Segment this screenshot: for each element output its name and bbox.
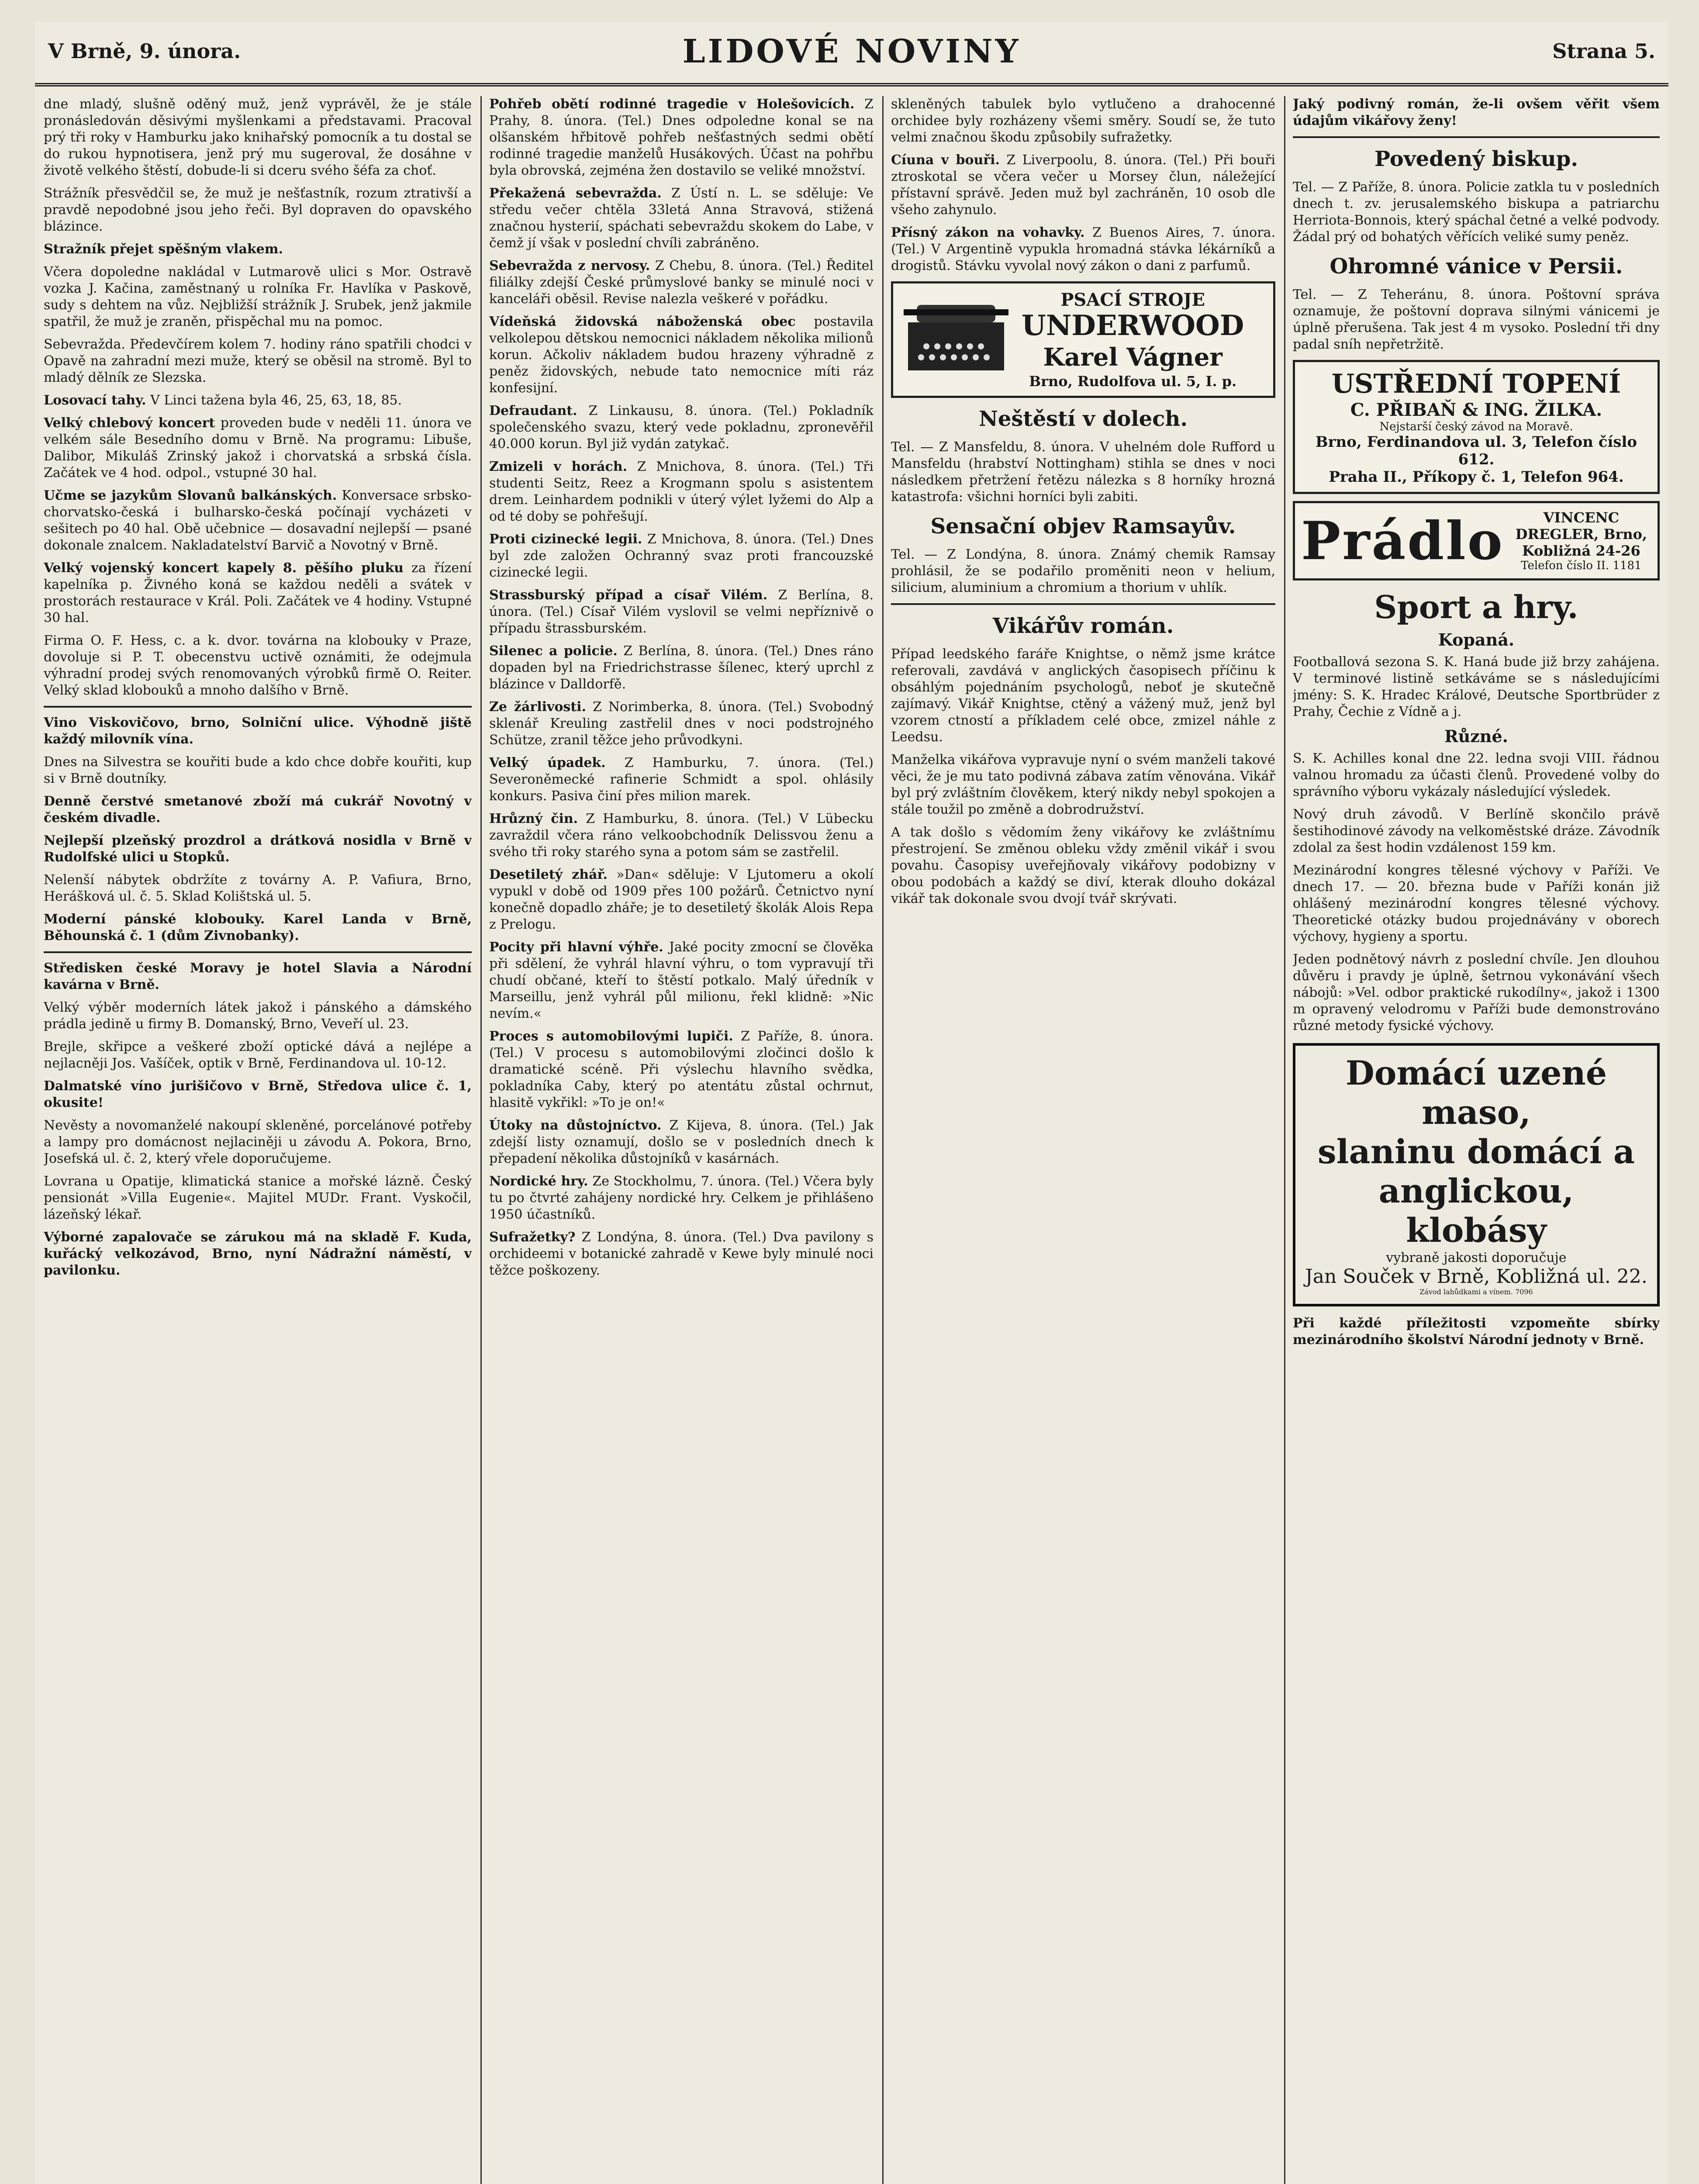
article-text: Z Berlína, 8. února. (Tel.) Císař Vilém vyslovil se velmi nepříznivě o případu štrassburském.: [489, 587, 874, 636]
article-heading: Proti cizinecké legii.: [489, 532, 642, 547]
underwood-ad: [891, 281, 1275, 398]
ad-line: anglickou, klobásy: [1378, 1171, 1574, 1250]
article-text: Z Norimberka, 8. února. (Tel.) Svobodný sklenář Kreuling zastřelil dnes v noci podstrojného Schütze, zranil těžce jeho průvodkyni.: [489, 699, 874, 748]
article-text: Z Mnichova, 8. února. (Tel.) Tři studenti Seitz, Reez a Krogmann spolu s asistentem drem. Leinhardem podnikli v úterý výlet lyžemi do Alp a od té doby se pohřešují.: [489, 459, 874, 524]
article-text: Manželka vikářova vypravuje nyní o svém manželi takové věci, že je mu tato podivná zábava zatím věnována. Vikář byl prý zvláštním člověkem, který nikdy nebyl spokojen a stále toužil po změně a dobrodružství.: [891, 752, 1275, 817]
article-heading: Pohřeb obětí rodinné tragedie v Holešovicích.: [489, 97, 855, 112]
article-heading: Cíuna v bouři.: [891, 152, 1000, 168]
article-text: Jaké pocity zmocní se člověka při sdělení, že vyhrál hlavní výhru, o tom vypravují tři chudí občané, kteří to štěstí potkalo. Malý úředník v Marseillu, jenž vyhrál půl milionu, řekl klidně: »Nic nevím.«: [489, 940, 874, 1021]
article-heading: Útoky na důstojníctvo.: [489, 1118, 662, 1133]
article-text: S. K. Achilles konal dne 22. ledna svoji VIII. řádnou valnou hromadu za účasti členů. Provedené volby do správního výboru vykázaly následující výsledek.: [1293, 751, 1660, 799]
article-heading: Hrůzný čin.: [489, 811, 578, 826]
typewriter-icon: [899, 296, 1013, 384]
article-text: A tak došlo s vědomím ženy vikářovy ke zvláštnímu přestrojení. Se změnou obleku vždy změnil vikář i svou povahu. Časopisy uveřejňovaly vikářovy podobizny v obou podobách a každý se diví, kterak dlouho dokázal vikář tak dokonale svou dvojí tvář skrývati.: [891, 825, 1275, 906]
page-header: [35, 22, 1668, 86]
heating-ad: [1293, 360, 1660, 494]
ad-title: USTŘEDNÍ TOPENÍ: [1331, 369, 1621, 399]
classified-ad: Velký výběr moderních látek jakož i pánského a dámského prádla jedině u firmy B. Domanský, Brno, Veveří ul. 23.: [44, 1000, 472, 1032]
article-heading: Učme se jazykům Slovanů balkánských.: [44, 488, 337, 503]
article-title: Povedený biskup.: [1374, 147, 1578, 171]
article-heading: Strassburský případ a císař Vilém.: [489, 587, 768, 603]
article-heading: Stražník přejet spěšným vlakem.: [44, 242, 283, 257]
article-heading: Proces s automobilovými lupiči.: [489, 1029, 733, 1044]
article-heading: Velký vojenský koncert kapely 8. pěšího pluku: [44, 560, 404, 576]
article-title: Neštěstí v dolech.: [978, 407, 1188, 431]
article-title: Vikářův román.: [992, 614, 1174, 638]
ad-dealer: Karel Vágner: [1043, 343, 1222, 372]
article-heading: Silenec a policie.: [489, 643, 618, 659]
newspaper-page: [35, 22, 1668, 2184]
ad-line: VINCENC DREGLER, Brno, Kobližná 24-26: [1515, 509, 1647, 559]
classified-ad: Vino Viskovičovo, brno, Solniční ulice. Výhodně jiště každý milovník vína.: [44, 715, 472, 747]
article-text: Z Ústí n. L. se sděluje: Ve středu večer chtěla 33letá Anna Stravová, stižená značnou hysterií, spáchati sebevraždu skokem do Labe, v čemž jí však v poslední chvíli zabráněno.: [489, 186, 874, 251]
ad-line: Domácí uzené maso,: [1345, 1054, 1607, 1132]
article-heading: Pocity při hlavní výhře.: [489, 940, 663, 955]
article-text: Z Londýna, 8. února. (Tel.) Dva pavilony s orchideemi v botanické zahradě v Kewe byly minulé noci těžce poškozeny.: [489, 1230, 874, 1278]
classified-ad: Dalmatské víno jurišičovo v Brně, Středova ulice č. 1, okusite!: [44, 1078, 472, 1110]
ad-subtitle: Nejstarší český závod na Moravě.: [1379, 420, 1573, 433]
masthead-title: LIDOVÉ NOVINY: [682, 33, 1021, 70]
article-text: skleněných tabulek bylo vytlučeno a drahocenné orchidee byly rozházeny všemi směry. Soudí se, že tuto velmi značnou škodu způsobily sufražetky.: [891, 97, 1275, 145]
article-heading: Sebevražda z nervosy.: [489, 258, 650, 273]
article-heading: Překažená sebevražda.: [489, 186, 662, 201]
article-text: Tel. — Z Mansfeldu, 8. února. V uhelném dole Rufford u Mansfeldu (hrabství Nottingham) stihla se dnes v noci následkem přetržení řetězu nálezka s 8 horníky hrozná katastrofa: všichni horníci byli zabiti.: [891, 439, 1275, 505]
classified-ad: Nejlepší plzeňský prozdrol a drátková nosidla v Brně v Rudolfské ulici u Stopků.: [44, 833, 472, 865]
article-title: Sensační objev Ramsayův.: [930, 514, 1236, 539]
article-text: »Dan« sděluje: V Ljutomeru a okolí vypukl v době od 1909 přes 100 požárů. Četnictvo nyní konečně dopadlo zháře; je to desetiletý školák Alois Repa z Prelogu.: [489, 867, 874, 932]
classified-ad: Lovrana u Opatije, klimatická stanice a mořské lázně. Český pensionát »Villa Eugenie«. Majitel MUDr. Frant. Vyskočil, lázeňský lékař.: [44, 1174, 472, 1222]
article-heading: Sufražetky?: [489, 1230, 576, 1245]
column-2: [489, 96, 874, 2184]
ad-firm: C. PŘIBAŇ & ING. ŽILKA.: [1350, 400, 1602, 420]
article-heading: Ze žárlivosti.: [489, 699, 587, 715]
article-text: Jeden podnětový návrh z poslední chvíle. Jen dlouhou důvěru i pravdy je úplně, šetrnou vykonávání všech nábojů: »Vel. odbor praktické rukodílny«, jakož i 1300 m opravený velodromu v Paříži bude demonstrováno různé metody fysické výchovy.: [1293, 952, 1660, 1033]
pradlo-ad: [1293, 501, 1660, 581]
article-text: Tel. — Z Paříže, 8. února. Policie zatkla tu v posledních dnech t. zv. jerusalemského biskupa a patriarchu Herriota-Bonnois, který spáchal četné a velké podvody. Žádal prý od bohatých věřících veliké sumy peněz.: [1293, 180, 1660, 245]
subsection-title: Různé.: [1444, 726, 1508, 746]
column-1: [44, 96, 472, 2184]
article-text: Z Chebu, 8. února. (Tel.) Ředitel filiálky zdejší České průmyslové banky se minulé noci v kanceláři oběsil. Revise nalezla veškeré v pořádku.: [489, 258, 874, 307]
classified-ad: Denně čerstvé smetanové zboží má cukrář Novotný v českém divadle.: [44, 794, 472, 826]
column-4: [1293, 96, 1660, 2184]
classified-ad: Brejle, skřipce a veškeré zboží optické dává a nejlépe a nejlacněji Jos. Vašíček, optik v Brně, Ferdinandova ul. 10-12.: [44, 1039, 472, 1071]
article-text: Z Liverpoolu, 8. února. (Tel.) Při bouři ztroskotal se včera večer u Morsey člun, náležející přístavní správě. Jeden muž byl zachráněn, 10 osob dle všeho zahynulo.: [891, 152, 1275, 218]
article-text: Z Hamburku, 8. února. (Tel.) V Lübecku zavraždil včera ráno velkoobchodník Delissvou ženu a svého tři roky starého syna a potom sám se zastřelil.: [489, 811, 874, 860]
article-text: za řízení kapelníka p. Živného koná se každou neděli a svátek v prostorách restaurace v Král. Poli. Začátek ve 4 hodiny. Vstupné 30 hal.: [44, 560, 472, 625]
column-divider: [480, 96, 482, 2184]
classified-ad: Nevěsty a novomanželé nakoupí skleněné, porcelánové potřeby a lampy pro domácnost nejlaciněji u závodu A. Pokora, Brno, Josefská ul. č. 2, který vřele doporučujeme.: [44, 1118, 472, 1166]
ad-brno-branch: Brno, Ferdinandova ul. 3, Telefon číslo 612.: [1315, 433, 1637, 468]
article-text: Případ leedského faráře Knightse, o němž jsme krátce referovali, zavdává v anglických časopisech příčinu k obsáhlým pojednáním psychologů, neboť je skutečně zajímavý. Vikář Knightse, ctěný a vážený muž, jenž byl vzorem ctností a příkladem celé obce, zmizel náhle z Leedsu.: [891, 646, 1275, 745]
ad-top-line: PSACÍ STROJE: [1060, 290, 1205, 310]
article-heading: Zmizeli v horách.: [489, 459, 628, 474]
divider: [44, 706, 472, 708]
article-heading: Nordické hry.: [489, 1174, 588, 1189]
article-text: Ze Stockholmu, 7. února. (Tel.) Včera byly tu po čtvrté zahájeny nordické hry. Celkem je přihlášeno 1950 účastníků.: [489, 1174, 874, 1222]
article-text: Konversace srbsko-chorvatsko-česká i bulharsko-česká počínají vycházeti v sešitech po 40 hal. Obě učebnice — dosavadní nejlepší — psané dokonale znalcem. Nakladatelství Barvič a Novotný v Brně.: [44, 488, 472, 553]
article-text: Z Kijeva, 8. února. (Tel.) Jak zdejší listy oznamují, došlo se v posledních dnech k přepadení několika důstojníků v kasárnách.: [489, 1118, 874, 1166]
ad-address: Brno, Rudolfova ul. 5, I. p.: [1029, 373, 1237, 390]
ad-word: Prádlo: [1301, 510, 1504, 572]
article-heading: Velký úpadek.: [489, 755, 606, 771]
article-text: Mezinárodní kongres tělesné výchovy v Paříži. Ve dnech 17. — 20. března bude v Paříži konán již ohlášený mezinárodní kongres tělesné výchovy. Theoretické otázky budou projednávány v oborech výchovy, hygieny a sportu.: [1293, 863, 1660, 944]
article-text: Strážník přesvědčil se, že muž je nešťastník, rozum ztrativší a pravdě nepodobné jsou jeho řeči. Byl dopraven do opavského blázince.: [44, 186, 472, 234]
page-number: Strana 5.: [1552, 39, 1655, 63]
article-text: Z Prahy, 8. února. (Tel.) Dnes odpoledne konal se na olšanském hřbitově pohřeb nešťastných sedmi obětí rodinné tragedie manželů Husákových. Účast na pohřbu byla obrovská, zejména žen dostavilo se veliké množství.: [489, 97, 874, 178]
article-text: Z Hamburku, 7. února. (Tel.) Severoněmecké rafinerie Schmidt a spol. ohlásily konkurs. Pasiva činí přes milion marek.: [489, 755, 874, 804]
classified-ad: Výborné zapalovače se zárukou má na skladě F. Kuda, kuřácký velkozávod, Brno, nyní Nádražní náměstí, v pavilonku.: [44, 1230, 472, 1278]
ad-note: Závod lahůdkami a vínem. 7096: [1419, 1288, 1533, 1296]
article-text: proveden bude v neděli 11. února ve velkém sále Besedního domu v Brně. Na programu: Libuše, Dalibor, Mikuláš Zrinský jakož i chorvatská a srbská čísla. Začátek ve 4 hod. odpol., vstupné 30 hal.: [44, 415, 472, 480]
article-text: Footballová sezona S. K. Haná bude již brzy zahájena. V terminové listině setkáváme se s následujícími jmény: S. K. Hradec Králové, Deutsche Sportbrüder z Prahy, Čechie z Vídně a j.: [1293, 654, 1660, 719]
ad-line: Telefon číslo II. 1181: [1521, 559, 1642, 572]
article-text: dne mladý, slušně oděný muž, jenž vyprávěl, že je stále pronásledován děsivými myšlenkami a představami. Pracoval prý tři roky v Hamburku jako knihařský pomocník a tu dostal se do rukou hypnotisera, jenž prý mu sugeroval, že dosáhne v životě velkého štěstí, dobude-li si dceru svého šéfa za choť.: [44, 97, 472, 178]
article-heading: Defraudant.: [489, 403, 577, 418]
section-title: Sport a hry.: [1374, 588, 1578, 625]
divider: [891, 603, 1275, 605]
article-text: Firma O. F. Hess, c. a k. dvor. továrna na klobouky v Praze, dovoluje si P. T. obecenstvu uctivě oznámiti, že odejmula výhradní prodej svých renomovaných výrobků firmě O. Reiter. Velký sklad klobouků a mnoho dalšího v Brně.: [44, 633, 472, 698]
article-text: Z Linkausu, 8. února. (Tel.) Pokladník společenského svazu, který vede pokladnu, zpronevěřil 40.000 korun. Byl již vydán zatykač.: [489, 403, 874, 452]
subsection-title: Kopaná.: [1438, 630, 1515, 650]
ad-praha-branch: Praha II., Příkopy č. 1, Telefon 964.: [1329, 468, 1624, 486]
article-text: Z Paříže, 8. února. (Tel.) V procesu s automobilovými zločinci došlo k dramatické scéně. Při výslechu hlavního svědka, pokladníka Caby, který po atentátu zůstal ochrnut, hlasitě vykřikl: »To je on!«: [489, 1029, 874, 1110]
article-text: Z Buenos Aires, 7. února. (Tel.) V Argentině vypukla hromadná stávka lékárníků a drogistů. Stávku vyvolal nový zákon o dani z parfumů.: [891, 225, 1275, 273]
article-text: Tel. — Z Teheránu, 8. února. Poštovní správa oznamuje, že poštovní doprava silnými vánicemi je úplně přerušena. Tak jest 4 m vysoko. Poslední tři dny padal sníh nepřetržitě.: [1293, 287, 1660, 352]
article-text: Při každé příležitosti vzpomeňte sbírky mezinárodního školství Národní jednoty v Brně.: [1293, 1316, 1660, 1348]
column-divider: [1284, 96, 1285, 2184]
ad-firm: Jan Souček v Brně, Kobližná ul. 22.: [1305, 1265, 1647, 1288]
article-text: Včera dopoledne nakládal v Lutmarově ulici s Mor. Ostravě vozka J. Kačina, zaměstnaný u rolníka Fr. Havlíka v Paskově, sudy s dehtem na vůz. Nejbližší strážník J. Srubek, jenž jakmile spatřil, že muž je zraněn, přispěchal mu na pomoc.: [44, 264, 472, 329]
article-heading: Losovací tahy.: [44, 393, 146, 408]
article-text: Sebevražda. Předevčírem kolem 7. hodiny ráno spatřili chodci v Opavě na zahradní mezi muže, který se oběsil na stromě. Byl to mladý dělník ze Slezska.: [44, 337, 472, 385]
article-title: Ohromné vánice v Persii.: [1330, 254, 1623, 279]
article-text: V Linci tažena byla 46, 25, 63, 18, 85.: [150, 393, 402, 408]
article-text: Nový druh závodů. V Berlíně skončilo právě šestihodinové závody na velkoměstské dráze. Závodník zdolal za šest hodin vzdálenost 159 km.: [1293, 807, 1660, 855]
article-heading: Přísný zákon na vohavky.: [891, 225, 1085, 240]
classified-ad: Moderní pánské klobouky. Karel Landa v Brně, Běhounská č. 1 (dům Zivnobanky).: [44, 912, 472, 943]
city-date: V Brně, 9. února.: [48, 39, 241, 63]
meat-ad: [1293, 1043, 1660, 1306]
article-text: Z Mnichova, 8. února. (Tel.) Dnes byl zde založen Ochranný svaz proti francouzské cizinecké legii.: [489, 532, 874, 580]
divider: [44, 951, 472, 953]
column-divider: [882, 96, 884, 2184]
article-text: Z Berlína, 8. února. (Tel.) Dnes ráno dopaden byl na Friedrichstrasse šílenec, který uprchl z blázince v Dalldorfě.: [489, 643, 874, 692]
classified-ad: Středisken české Moravy je hotel Slavia a Národní kavárna v Brně.: [44, 961, 472, 992]
article-text: postavila velkolepou dětskou nemocnici nákladem několika milionů korun. Ačkoliv nákladem budou hrazeny výhradně z peněz židovských, nebude tato nemocnice míti ráz konfesijní.: [489, 314, 874, 396]
article-text: Tel. — Z Londýna, 8. února. Známý chemik Ramsay prohlásil, že se podařilo proměniti neon v helium, silicium, aluminium a chromium a thorium v uhlík.: [891, 547, 1275, 595]
article-text: Jaký podivný román, že-li ovšem věřit všem údajům vikářovy ženy!: [1293, 97, 1660, 128]
classified-ad: Nelenší nábytek obdržíte z továrny A. P. Vafiura, Brno, Herášková ul. č. 5. Sklad Kolištská ul. 5.: [44, 872, 472, 904]
article-heading: Velký chlebový koncert: [44, 415, 215, 431]
divider: [1293, 136, 1660, 138]
classified-ad: Dnes na Silvestra se kouřiti bude a kdo chce dobře kouřiti, kup si v Brně doutníky.: [44, 754, 472, 786]
column-3: [891, 96, 1275, 2184]
ad-brand: UNDERWOOD: [1022, 309, 1244, 342]
ad-line: slaninu domácí a: [1317, 1132, 1635, 1171]
article-heading: Vídeňská židovská náboženská obec: [489, 314, 796, 329]
ad-subtitle: vybraně jakosti doporučuje: [1386, 1250, 1567, 1265]
article-heading: Desetiletý zhář.: [489, 867, 608, 882]
